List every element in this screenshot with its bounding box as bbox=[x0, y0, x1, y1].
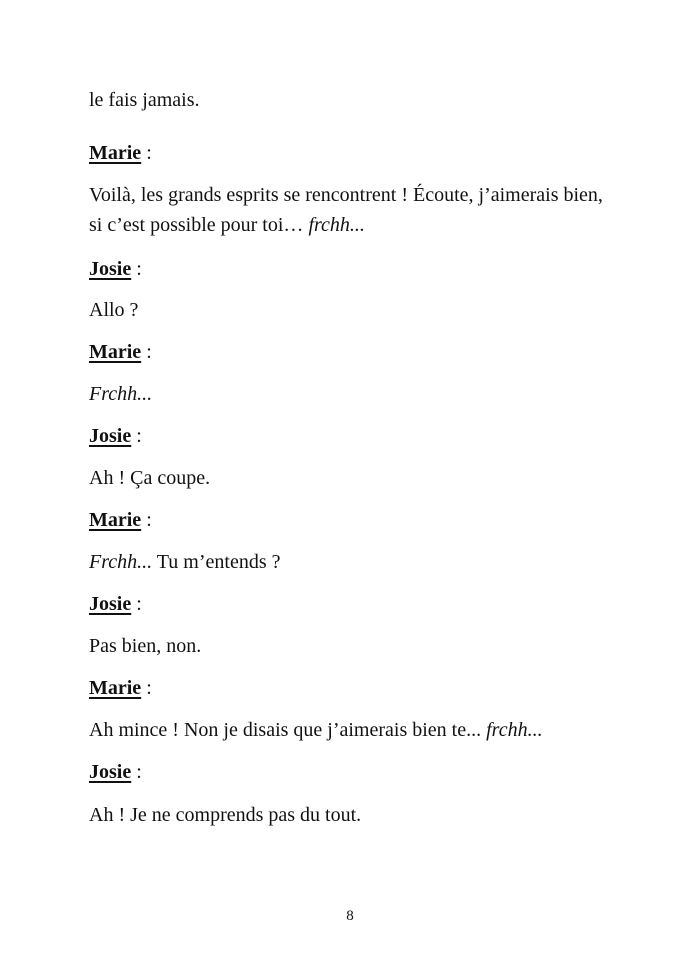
sound-effect-text: Frchh... bbox=[89, 551, 153, 573]
speech-text: Pas bien, non. bbox=[89, 635, 202, 657]
speaker-line bbox=[89, 254, 629, 284]
speaker-separator: : bbox=[141, 677, 152, 699]
speaker-name: Josie bbox=[89, 593, 132, 615]
speech-text: Allo ? bbox=[89, 299, 139, 321]
speaker-name: Josie bbox=[89, 761, 132, 783]
speaker-line bbox=[89, 757, 629, 787]
speech-line bbox=[89, 180, 629, 210]
speaker-line bbox=[89, 589, 629, 619]
speaker-name: Marie bbox=[89, 677, 142, 699]
sound-effect-text: frchh... bbox=[486, 719, 543, 741]
speaker-separator: : bbox=[131, 593, 142, 615]
speech-line bbox=[89, 210, 629, 240]
sound-effect-text: frchh... bbox=[308, 214, 365, 236]
speech-line bbox=[89, 715, 629, 745]
speech-line bbox=[89, 800, 629, 830]
speaker-line bbox=[89, 505, 629, 535]
continuation-text: le fais jamais. bbox=[89, 89, 200, 111]
speaker-name: Marie bbox=[89, 341, 142, 363]
speaker-line bbox=[89, 673, 629, 703]
speaker-separator: : bbox=[131, 761, 142, 783]
sound-effect-text: Frchh... bbox=[89, 383, 153, 405]
speech-text: Ah ! Je ne comprends pas du tout. bbox=[89, 804, 362, 826]
speaker-line bbox=[89, 138, 629, 168]
speech-text: Ah mince ! Non je disais que j’aimerais bien te... bbox=[89, 719, 487, 741]
speech-line bbox=[89, 463, 629, 493]
speaker-line bbox=[89, 337, 629, 367]
speaker-separator: : bbox=[131, 425, 142, 447]
speaker-separator: : bbox=[141, 509, 152, 531]
speech-line bbox=[89, 631, 629, 661]
speaker-separator: : bbox=[141, 142, 152, 164]
speaker-separator: : bbox=[141, 341, 152, 363]
speaker-name: Josie bbox=[89, 258, 132, 280]
speaker-name: Marie bbox=[89, 509, 142, 531]
page-number: 8 bbox=[346, 908, 354, 924]
speaker-name: Marie bbox=[89, 142, 142, 164]
speech-line bbox=[89, 547, 629, 577]
speech-text: Tu m’entends ? bbox=[152, 551, 281, 573]
speech-line bbox=[89, 295, 629, 325]
speech-text: Voilà, les grands esprits se rencontrent ! Écoute, j’aimerais bien, bbox=[89, 184, 603, 206]
speech-text: si c’est possible pour toi… bbox=[89, 214, 309, 236]
speaker-separator: : bbox=[131, 258, 142, 280]
speaker-line bbox=[89, 421, 629, 451]
speaker-name: Josie bbox=[89, 425, 132, 447]
speech-line bbox=[89, 379, 629, 409]
speech-text: Ah ! Ça coupe. bbox=[89, 467, 211, 489]
